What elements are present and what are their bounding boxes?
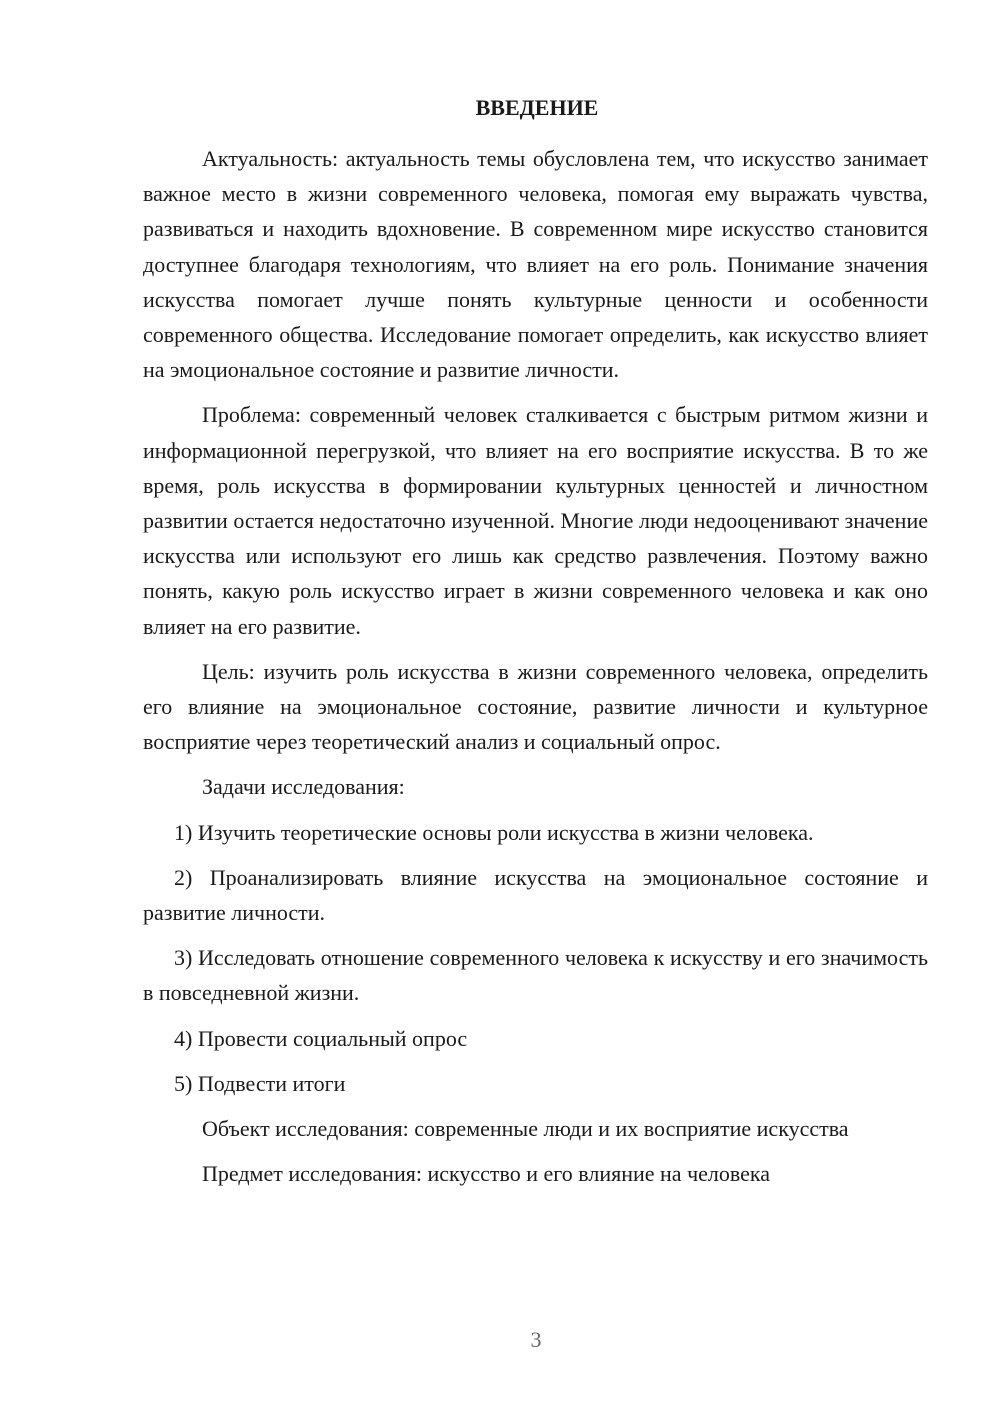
task-item-3: 3) Исследовать отношение современного человека к искусству и его значимость в повседневной жизни. <box>143 945 928 1006</box>
page-number: 3 <box>530 1327 542 1352</box>
problem-paragraph: Проблема: современный человек сталкивается с быстрым ритмом жизни и информационной перегрузкой, что влияет на его восприятие искусства. В то же время, роль искусства в формировании культурных ценностей и личностном развитии остается недостаточно изученной. Многие люди недооценивают значение искусства или используют его лишь как средство развлечения. Поэтому важно понять, какую роль искусство играет в жизни современного человека и как оно влияет на его развитие. <box>143 402 928 639</box>
relevance-paragraph: Актуальность: актуальность темы обусловлена тем, что искусство занимает важное место в жизни современного человека, помогая ему выражать чувства, развиваться и находить вдохновение. В современном мире искусство становится доступнее благодаря технологиям, что влияет на его роль. Понимание значения искусства помогает лучше понять культурные ценности и особенности современного общества. Исследование помогает определить, как искусство влияет на эмоциональное состояние и развитие личности. <box>143 146 928 383</box>
page-title: ВВЕДЕНИЕ <box>475 95 599 120</box>
research-subject: Предмет исследования: искусство и его влияние на человека <box>202 1161 771 1187</box>
document-body <box>143 90 928 1201</box>
goal-paragraph: Цель: изучить роль искусства в жизни современного человека, определить его влияние на эмоциональное состояние, развитие личности и культурное восприятие через теоретический анализ и социальный опрос. <box>143 658 928 755</box>
task-item-4: 4) Провести социальный опрос <box>174 1025 468 1051</box>
research-object: Объект исследования: современные люди и их восприятие искусства <box>202 1116 849 1142</box>
tasks-heading: Задачи исследования: <box>202 774 405 800</box>
task-item-2: 2) Проанализировать влияние искусства на эмоциональное состояние и развитие личности. <box>143 864 928 926</box>
task-item-1: 1) Изучить теоретические основы роли искусства в жизни человека. <box>174 819 814 845</box>
task-item-5: 5) Подвести итоги <box>174 1070 346 1096</box>
